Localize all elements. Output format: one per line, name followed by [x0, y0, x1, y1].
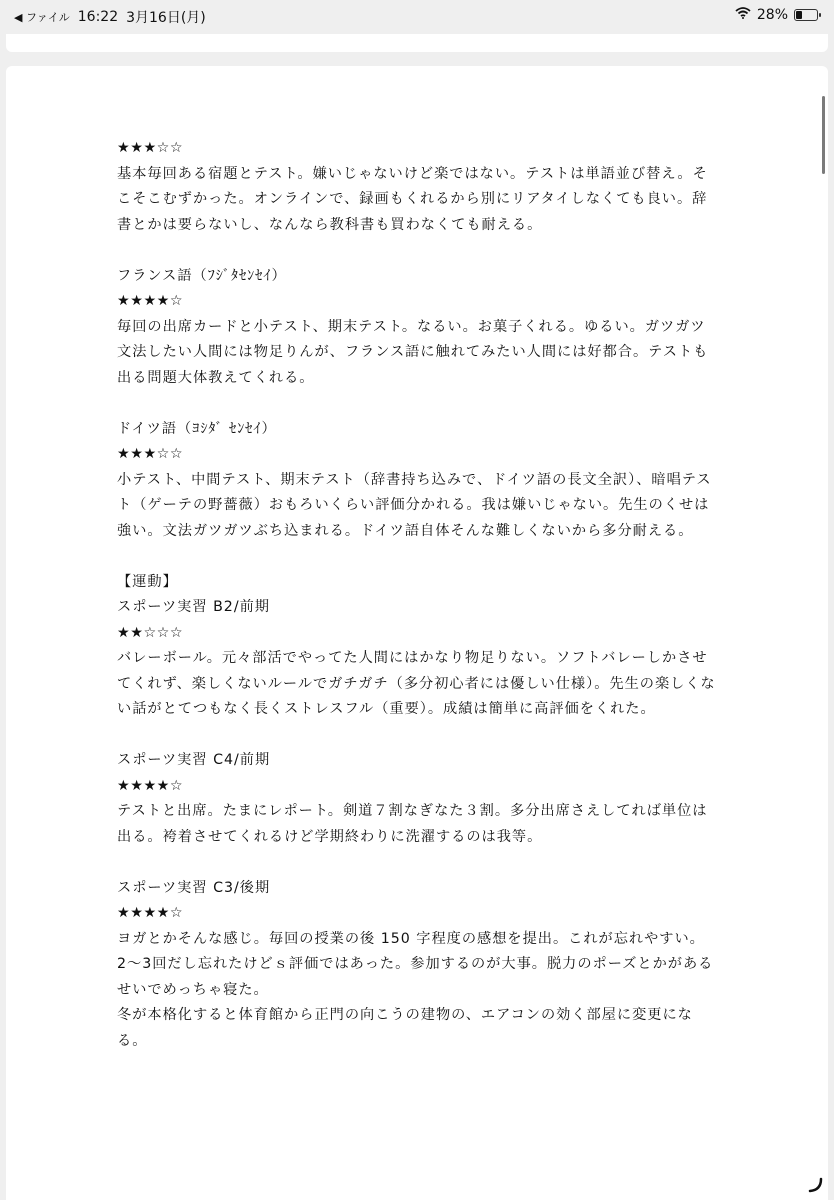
previous-page-edge: [6, 34, 828, 52]
rating-stars: ★★☆☆☆: [117, 624, 184, 641]
resize-handle-icon[interactable]: [806, 1176, 824, 1194]
review-text: バレーボール。元々部活でやってた人間にはかなり物足りない。ソフトバレーしかさせてくれず、楽しくないルールでガチガチ（多分初心者には優しい仕様）。先生の楽しくない話がとてつもなく長くストレスフル（重要）。成績は簡単に高評価をくれた。: [117, 650, 716, 717]
review-text: テストと出席。たまにレポート。剣道７割なぎなた３割。多分出席さえしてれば単位は出る。袴着させてくれるけど学期終わりに洗濯するのは我等。: [117, 803, 708, 845]
rating-stars: ★★★☆☆: [117, 140, 184, 156]
course-title: スポーツ実習 C4/前期: [117, 752, 271, 768]
scrollbar[interactable]: [822, 96, 825, 174]
wifi-icon: [735, 7, 751, 23]
course-title: フランス語（ﾌｼﾞﾀｾﾝｾｲ）: [117, 267, 287, 284]
rating-stars: ★★★☆☆: [117, 446, 184, 462]
status-time: 16:22: [77, 9, 119, 25]
rating-stars: ★★★★☆: [117, 293, 184, 309]
rating-stars: ★★★★☆: [117, 777, 184, 794]
review-text: ヨガとかそんな感じ。毎回の授業の後 150 字程度の感想を提出。これが忘れやすい。2〜3回だし忘れたけどｓ評価ではあった。参加するのが大事。脱力のポーズとかがあるせいでめっちゃ寝た。: [117, 930, 714, 998]
review-text-note: 冬が本格化すると体育館から正門の向こうの建物の、エアコンの効く部屋に変更になる。: [117, 1007, 693, 1049]
review-text: 毎回の出席カードと小テスト、期末テスト。なるい。お菓子くれる。ゆるい。ガツガツ文法したい人間には物足りんが、フランス語に触れてみたい人間には好都合。テストも出る問題大体教えてくれる。: [117, 318, 709, 386]
back-to-files-link[interactable]: ◀ ファイル: [14, 11, 70, 24]
document-content: [117, 136, 717, 1054]
battery-fill: [796, 11, 802, 19]
review-text: 基本毎回ある宿題とテスト。嫌いじゃないけど楽ではない。テストは単語並び替え。そこそこむずかった。オンラインで、録画もくれるから別にリアタイしなくても良い。辞書とかは要らないし、なんなら教科書も買わなくても耐える。: [117, 165, 708, 233]
battery-icon: [794, 9, 818, 21]
course-title: スポーツ実習 C3/後期: [117, 879, 271, 896]
battery-percentage: 28%: [756, 7, 788, 23]
section-heading: 【運動】: [117, 573, 178, 590]
status-date: 3月16日(月): [126, 10, 206, 26]
course-title: ドイツ語（ﾖｼﾀﾞ ｾﾝｾｲ）: [117, 420, 277, 437]
course-title: スポーツ実習 B2/前期: [117, 599, 270, 615]
status-bar: [0, 0, 834, 34]
review-text: 小テスト、中間テスト、期末テスト（辞書持ち込みで、ドイツ語の長文全訳）、暗唱テスト（ゲーテの野薔薇）おもろいくらい評価分かれる。我は嫌いじゃない。先生のくせは強い。文法ガツガツぶち込まれる。ドイツ語自体そんな難しくないから多分耐える。: [117, 471, 712, 539]
rating-stars: ★★★★☆: [117, 905, 184, 921]
